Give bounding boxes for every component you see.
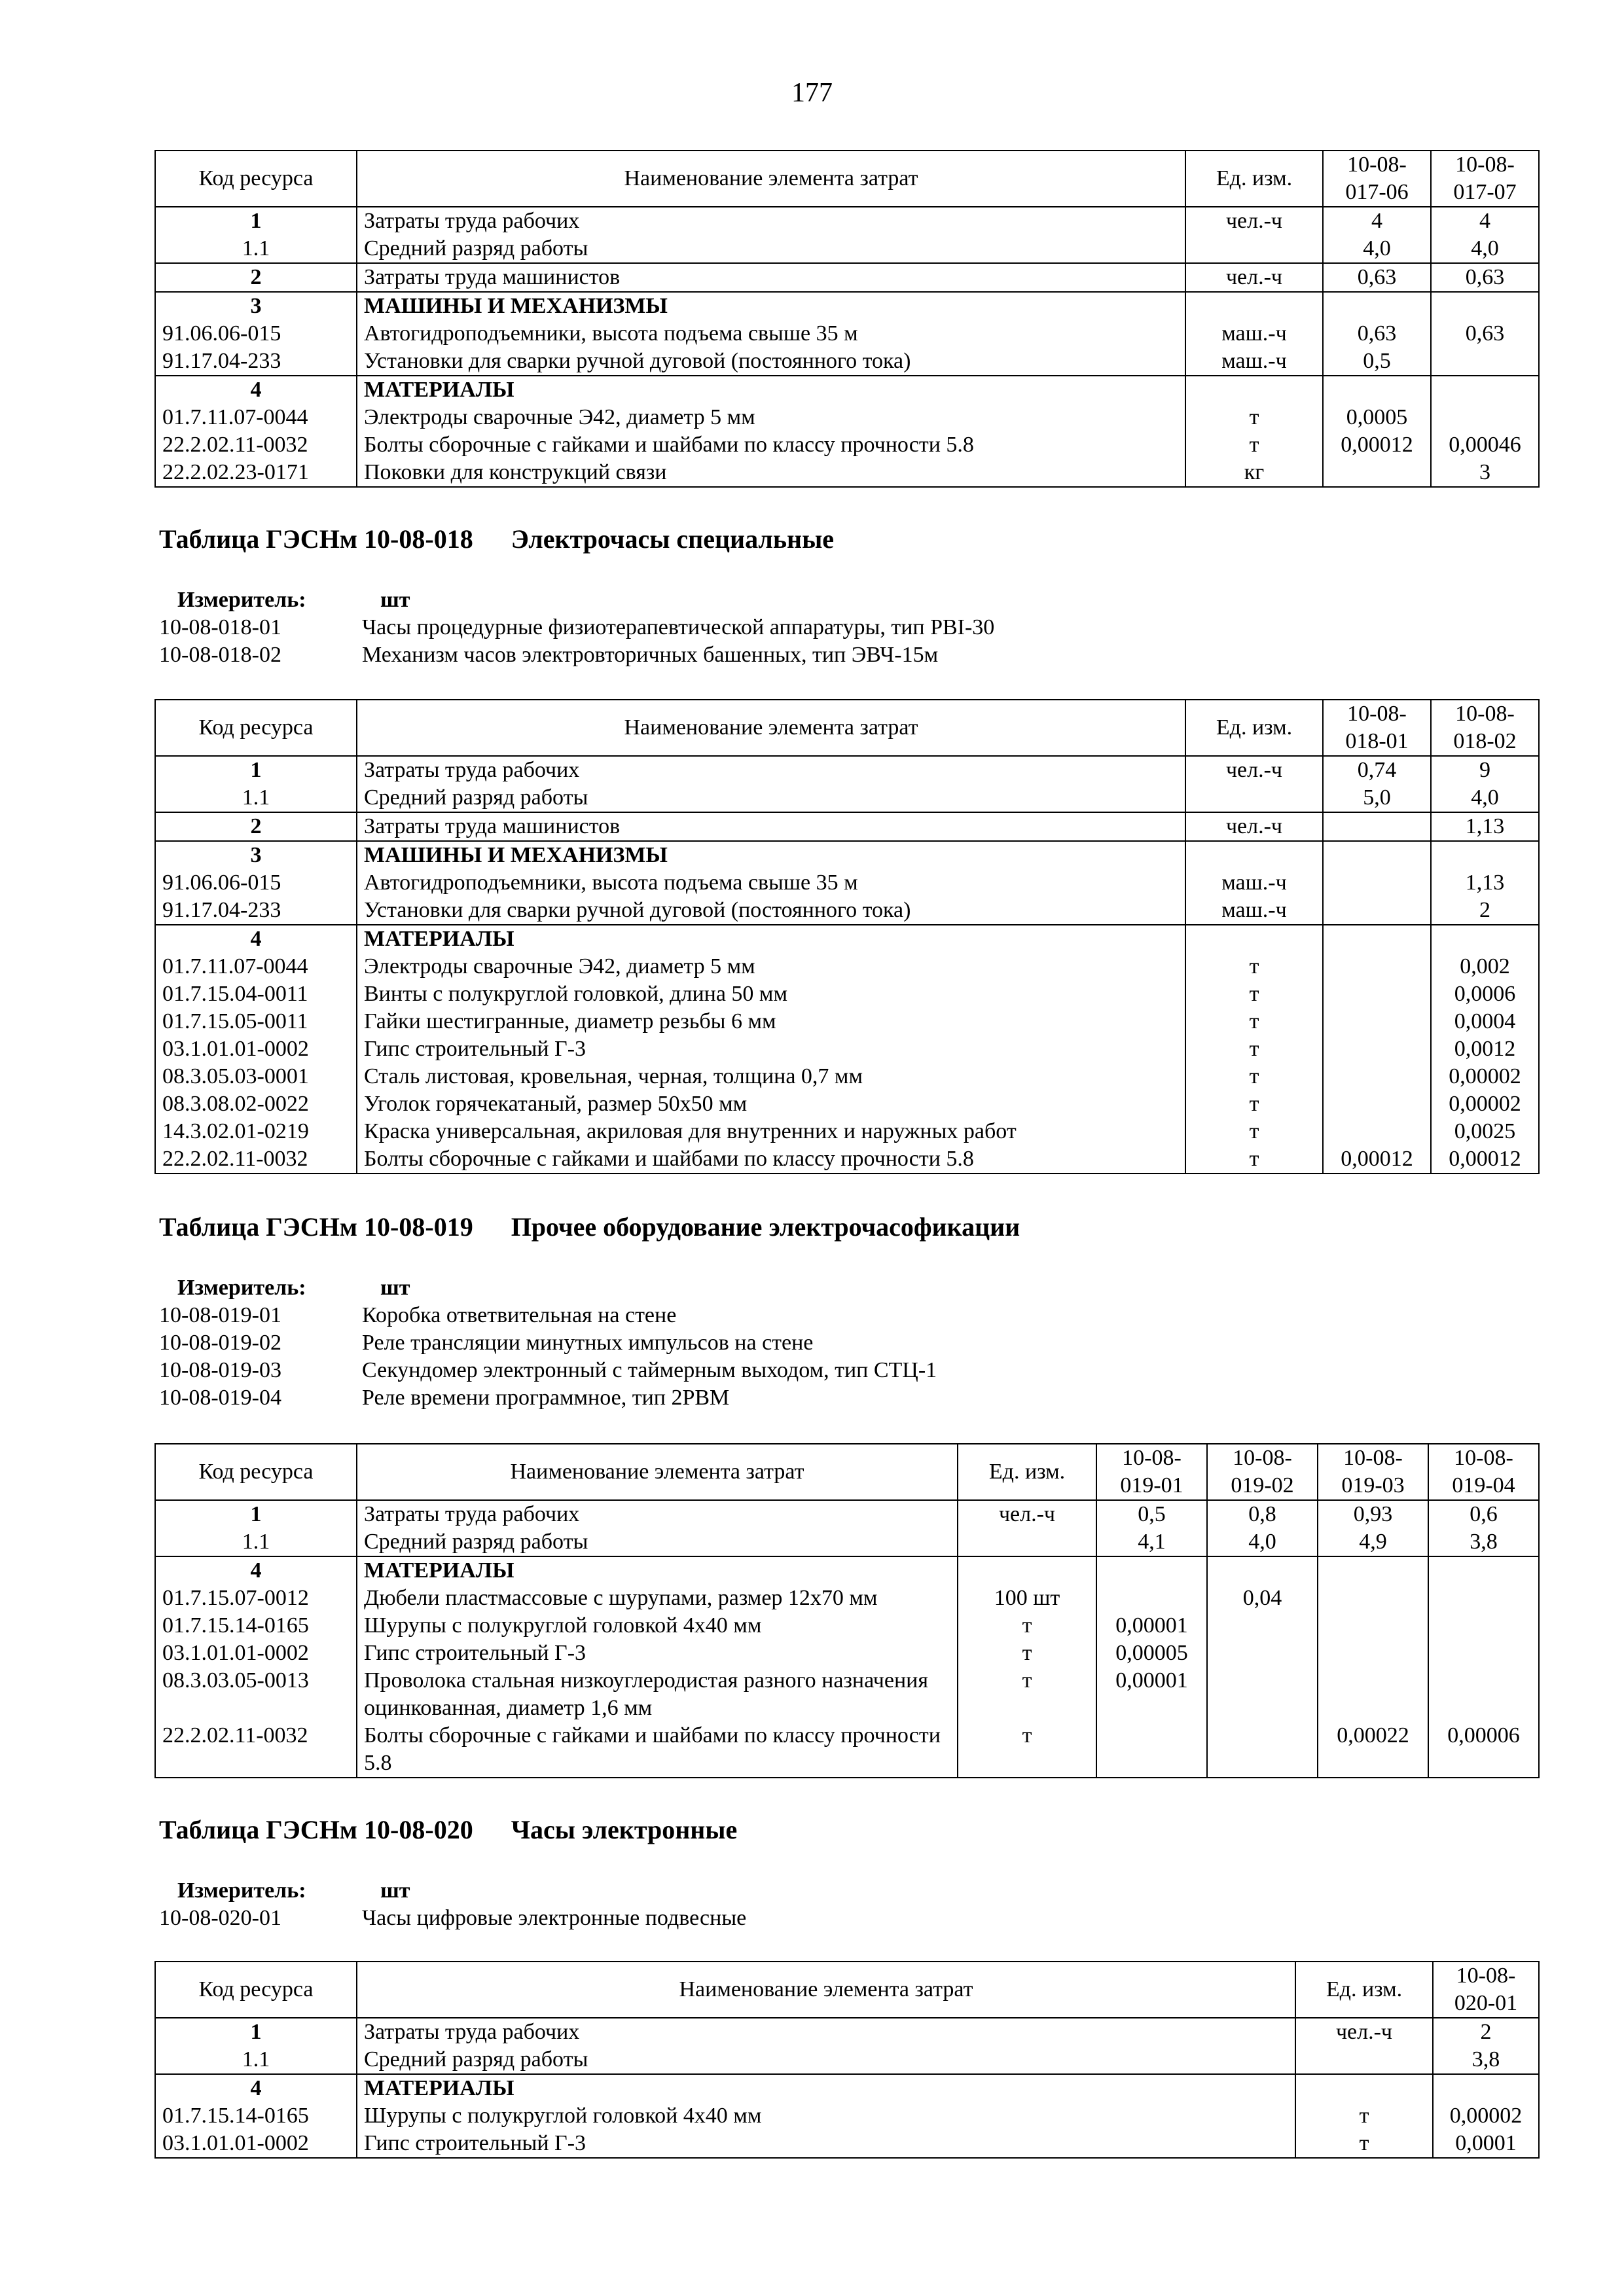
- resource-code: 01.7.15.05-0011: [155, 1008, 357, 1035]
- resource-unit: чел.-ч: [1185, 812, 1323, 841]
- table-row: [155, 2046, 1539, 2074]
- resource-name: Гайки шестигранные, диаметр резьбы 6 мм: [357, 1008, 1185, 1035]
- resource-name: Болты сборочные с гайками и шайбами по классу прочности 5.8: [357, 1145, 1185, 1174]
- resource-code: 08.3.03.05-0013: [155, 1667, 357, 1722]
- resource-value: [1323, 292, 1431, 320]
- resource-code: 91.17.04-233: [155, 348, 357, 376]
- measure-unit: шт: [380, 588, 410, 612]
- resource-value: 4,0: [1207, 1528, 1318, 1556]
- resource-name: Затраты труда рабочих: [357, 756, 1185, 784]
- resource-code: 1.1: [155, 1528, 357, 1556]
- resource-unit: т: [1185, 1063, 1323, 1090]
- resource-value: [1431, 292, 1539, 320]
- resource-value: [1323, 1118, 1431, 1145]
- resource-code: 91.06.06-015: [155, 320, 357, 348]
- resource-name: Затраты труда рабочих: [357, 1500, 958, 1528]
- table-row: [155, 320, 1539, 348]
- header-col-4: 10-08- 019-04: [1428, 1444, 1539, 1500]
- resource-unit: чел.-ч: [1295, 2018, 1433, 2046]
- resource-unit: маш.-ч: [1185, 320, 1323, 348]
- resource-value: 0,00046: [1431, 431, 1539, 459]
- resource-value: 0,00022: [1318, 1722, 1428, 1778]
- resource-name: Средний разряд работы: [357, 235, 1185, 263]
- resource-code: 01.7.15.14-0165: [155, 1612, 357, 1640]
- resource-unit: [1295, 2046, 1433, 2074]
- resource-unit: [1185, 292, 1323, 320]
- resource-value: 1,13: [1431, 869, 1539, 897]
- resource-code: 22.2.02.23-0171: [155, 459, 357, 487]
- resource-value: 1,13: [1431, 812, 1539, 841]
- resource-unit: [1295, 2074, 1433, 2102]
- resource-value: 0,002: [1431, 953, 1539, 980]
- header-unit: Ед. изм.: [958, 1444, 1096, 1500]
- header-unit: Ед. изм.: [1295, 1962, 1433, 2018]
- resource-code: 01.7.11.07-0044: [155, 953, 357, 980]
- resource-value: [1323, 812, 1431, 841]
- resource-unit: т: [1185, 953, 1323, 980]
- resource-name: Затраты труда рабочих: [357, 207, 1185, 235]
- resource-name: Затраты труда машинистов: [357, 263, 1185, 292]
- table-row: [155, 953, 1539, 980]
- resource-value: 0,5: [1096, 1500, 1207, 1528]
- resource-value: 4,0: [1431, 784, 1539, 812]
- resource-unit: т: [1295, 2102, 1433, 2130]
- table-row: [155, 235, 1539, 263]
- resource-value: [1431, 376, 1539, 404]
- resource-code: 1: [155, 207, 357, 235]
- header-unit: Ед. изм.: [1185, 700, 1323, 756]
- resource-value: 0,0004: [1431, 1008, 1539, 1035]
- resource-value: 0,0025: [1431, 1118, 1539, 1145]
- resource-unit: чел.-ч: [1185, 207, 1323, 235]
- resource-name: Болты сборочные с гайками и шайбами по классу прочности 5.8: [357, 431, 1185, 459]
- measure-block-020: Измеритель: шт 10-08-020-01 Часы цифровые электронные подвесные: [159, 1878, 747, 1930]
- header-name: Наименование элемента затрат: [357, 1962, 1295, 2018]
- resource-code: 4: [155, 2074, 357, 2102]
- table-row: [155, 292, 1539, 320]
- resource-value: [1431, 841, 1539, 869]
- resource-name: Гипс строительный Г-3: [357, 1035, 1185, 1063]
- header-name: Наименование элемента затрат: [357, 1444, 958, 1500]
- resource-name: Затраты труда рабочих: [357, 2018, 1295, 2046]
- resource-value: [1428, 1585, 1539, 1612]
- table-row: [155, 841, 1539, 869]
- resource-value: [1323, 1035, 1431, 1063]
- measure-block-018: Измеритель: шт 10-08-018-01 Часы процедурные физиотерапевтической аппаратуры, тип PBI-30 10-08-018-02 Механизм часов электровторичных башенных, тип ЭВЧ-15м: [159, 588, 995, 667]
- resource-code: 3: [155, 841, 357, 869]
- measure-label: Измеритель:: [177, 588, 306, 612]
- resource-code: 03.1.01.01-0002: [155, 1640, 357, 1667]
- resource-table-017: [154, 150, 1540, 488]
- table-row: [155, 459, 1539, 487]
- table-row: [155, 207, 1539, 235]
- resource-value: 2: [1431, 897, 1539, 925]
- resource-unit: т: [1185, 1145, 1323, 1174]
- resource-value: [1207, 1640, 1318, 1667]
- resource-value: 4: [1431, 207, 1539, 235]
- resource-unit: маш.-ч: [1185, 348, 1323, 376]
- table-row: [155, 812, 1539, 841]
- table-row: [155, 1585, 1539, 1612]
- header-col-2: 10-08- 017-07: [1431, 151, 1539, 207]
- resource-value: 4,1: [1096, 1528, 1207, 1556]
- table-row: [155, 1528, 1539, 1556]
- page-number: 177: [791, 78, 833, 108]
- resource-name: Шурупы с полукруглой головкой 4х40 мм: [357, 1612, 958, 1640]
- resource-unit: маш.-ч: [1185, 869, 1323, 897]
- resource-name: МАШИНЫ И МЕХАНИЗМЫ: [357, 841, 1185, 869]
- resource-value: [1431, 348, 1539, 376]
- resource-unit: чел.-ч: [958, 1500, 1096, 1528]
- resource-value: 0,93: [1318, 1500, 1428, 1528]
- resource-code: 4: [155, 1556, 357, 1585]
- resource-name: Сталь листовая, кровельная, черная, толщина 0,7 мм: [357, 1063, 1185, 1090]
- resource-value: 0,8: [1207, 1500, 1318, 1528]
- resource-value: 4,9: [1318, 1528, 1428, 1556]
- header-code: Код ресурса: [155, 1444, 357, 1500]
- resource-code: 2: [155, 812, 357, 841]
- resource-unit: маш.-ч: [1185, 897, 1323, 925]
- table-title-020: Таблица ГЭСНм 10-08-020 Часы электронные: [159, 1815, 738, 1844]
- header-name: Наименование элемента затрат: [357, 151, 1185, 207]
- resource-value: [1323, 841, 1431, 869]
- resource-unit: 100 шт: [958, 1585, 1096, 1612]
- resource-name: Краска универсальная, акриловая для внутренних и наружных работ: [357, 1118, 1185, 1145]
- resource-name: Поковки для конструкций связи: [357, 459, 1185, 487]
- resource-unit: т: [1185, 1008, 1323, 1035]
- resource-code: 1.1: [155, 235, 357, 263]
- resource-name: Уголок горячекатаный, размер 50х50 мм: [357, 1090, 1185, 1118]
- resource-value: [1318, 1612, 1428, 1640]
- resource-value: 0,0005: [1323, 404, 1431, 431]
- resource-name: Установки для сварки ручной дуговой (постоянного тока): [357, 897, 1185, 925]
- header-name: Наименование элемента затрат: [357, 700, 1185, 756]
- resource-unit: т: [1185, 1035, 1323, 1063]
- resource-unit: т: [958, 1612, 1096, 1640]
- resource-value: 4,0: [1323, 235, 1431, 263]
- resource-unit: т: [1295, 2130, 1433, 2158]
- resource-value: 3: [1431, 459, 1539, 487]
- resource-name: МАТЕРИАЛЫ: [357, 925, 1185, 953]
- resource-value: [1096, 1722, 1207, 1778]
- resource-name: Средний разряд работы: [357, 1528, 958, 1556]
- resource-value: [1428, 1612, 1539, 1640]
- table-row: [155, 1612, 1539, 1640]
- table-row: [155, 1008, 1539, 1035]
- resource-value: 0,00012: [1431, 1145, 1539, 1174]
- resource-unit: т: [958, 1722, 1096, 1778]
- resource-value: 0,00005: [1096, 1640, 1207, 1667]
- resource-name: Средний разряд работы: [357, 784, 1185, 812]
- resource-value: 0,63: [1323, 263, 1431, 292]
- resource-name: МАТЕРИАЛЫ: [357, 376, 1185, 404]
- resource-code: 1: [155, 756, 357, 784]
- table-row: [155, 1145, 1539, 1174]
- table-row: [155, 2018, 1539, 2046]
- resource-code: 01.7.15.04-0011: [155, 980, 357, 1008]
- table-row: [155, 756, 1539, 784]
- table-row: [155, 348, 1539, 376]
- resource-table-020: [154, 1961, 1540, 2159]
- resource-unit: [958, 1528, 1096, 1556]
- resource-value: 0,74: [1323, 756, 1431, 784]
- resource-value: 2: [1433, 2018, 1539, 2046]
- resource-value: 0,0012: [1431, 1035, 1539, 1063]
- resource-value: 0,5: [1323, 348, 1431, 376]
- resource-code: 08.3.08.02-0022: [155, 1090, 357, 1118]
- resource-value: 0,04: [1207, 1585, 1318, 1612]
- table-row: [155, 980, 1539, 1008]
- resource-code: 22.2.02.11-0032: [155, 431, 357, 459]
- resource-value: 0,00001: [1096, 1667, 1207, 1722]
- resource-value: 3,8: [1428, 1528, 1539, 1556]
- resource-code: 1.1: [155, 784, 357, 812]
- resource-unit: [1185, 841, 1323, 869]
- resource-value: [1323, 980, 1431, 1008]
- table-row: [155, 1090, 1539, 1118]
- resource-value: [1428, 1556, 1539, 1585]
- resource-value: [1431, 404, 1539, 431]
- resource-name: Автогидроподъемники, высота подъема свыше 35 м: [357, 869, 1185, 897]
- resource-name: МАШИНЫ И МЕХАНИЗМЫ: [357, 292, 1185, 320]
- resource-value: [1096, 1556, 1207, 1585]
- resource-code: 1.1: [155, 2046, 357, 2074]
- resource-code: 2: [155, 263, 357, 292]
- resource-unit: [958, 1556, 1096, 1585]
- resource-code: 1: [155, 2018, 357, 2046]
- resource-name: Гипс строительный Г-3: [357, 1640, 958, 1667]
- resource-unit: т: [958, 1640, 1096, 1667]
- header-col-1: 10-08- 017-06: [1323, 151, 1431, 207]
- resource-value: [1323, 376, 1431, 404]
- resource-value: [1431, 925, 1539, 953]
- resource-value: [1428, 1640, 1539, 1667]
- table-row: [155, 1667, 1539, 1722]
- resource-value: [1323, 459, 1431, 487]
- resource-code: 01.7.11.07-0044: [155, 404, 357, 431]
- resource-value: 0,6: [1428, 1500, 1539, 1528]
- resource-value: 5,0: [1323, 784, 1431, 812]
- resource-code: 22.2.02.11-0032: [155, 1145, 357, 1174]
- resource-code: 3: [155, 292, 357, 320]
- resource-unit: т: [958, 1667, 1096, 1722]
- resource-value: [1323, 1090, 1431, 1118]
- table-row: [155, 431, 1539, 459]
- table-title-019: Таблица ГЭСНм 10-08-019 Прочее оборудование электрочасофикации: [159, 1212, 1020, 1242]
- resource-value: [1207, 1556, 1318, 1585]
- resource-unit: т: [1185, 404, 1323, 431]
- resource-code: 01.7.15.07-0012: [155, 1585, 357, 1612]
- resource-value: [1323, 1063, 1431, 1090]
- header-col-2: 10-08- 018-02: [1431, 700, 1539, 756]
- header-code: Код ресурса: [155, 151, 357, 207]
- resource-value: [1323, 897, 1431, 925]
- resource-value: 0,00002: [1433, 2102, 1539, 2130]
- resource-code: 4: [155, 925, 357, 953]
- resource-unit: [1185, 235, 1323, 263]
- header-col-1: 10-08- 019-01: [1096, 1444, 1207, 1500]
- resource-value: 0,0001: [1433, 2130, 1539, 2158]
- resource-value: [1318, 1640, 1428, 1667]
- resource-value: 0,00002: [1431, 1063, 1539, 1090]
- table-row: [155, 1500, 1539, 1528]
- resource-code: 01.7.15.14-0165: [155, 2102, 357, 2130]
- resource-value: [1323, 953, 1431, 980]
- resource-unit: т: [1185, 431, 1323, 459]
- table-row: [155, 1640, 1539, 1667]
- resource-value: [1323, 925, 1431, 953]
- table-row: [155, 2102, 1539, 2130]
- table-row: [155, 1035, 1539, 1063]
- resource-value: [1323, 869, 1431, 897]
- table-row: [155, 2130, 1539, 2158]
- resource-value: [1323, 1008, 1431, 1035]
- resource-code: 03.1.01.01-0002: [155, 2130, 357, 2158]
- resource-value: [1433, 2074, 1539, 2102]
- resource-unit: чел.-ч: [1185, 756, 1323, 784]
- resource-unit: т: [1185, 980, 1323, 1008]
- resource-value: 0,00012: [1323, 1145, 1431, 1174]
- resource-value: 0,00001: [1096, 1612, 1207, 1640]
- table-row: [155, 869, 1539, 897]
- resource-code: 08.3.05.03-0001: [155, 1063, 357, 1090]
- resource-table-018: [154, 699, 1540, 1174]
- header-code: Код ресурса: [155, 700, 357, 756]
- header-col-2: 10-08- 019-02: [1207, 1444, 1318, 1500]
- resource-name: Проволока стальная низкоуглеродистая разного назначения оцинкованная, диаметр 1,6 мм: [357, 1667, 958, 1722]
- resource-name: Болты сборочные с гайками и шайбами по классу прочности 5.8: [357, 1722, 958, 1778]
- resource-name: Шурупы с полукруглой головкой 4х40 мм: [357, 2102, 1295, 2130]
- resource-unit: т: [1185, 1090, 1323, 1118]
- table-row: [155, 1063, 1539, 1090]
- resource-value: 0,63: [1431, 320, 1539, 348]
- resource-name: Электроды сварочные Э42, диаметр 5 мм: [357, 953, 1185, 980]
- resource-value: [1428, 1667, 1539, 1722]
- table-row: [155, 1556, 1539, 1585]
- resource-name: МАТЕРИАЛЫ: [357, 1556, 958, 1585]
- header-col-1: 10-08- 018-01: [1323, 700, 1431, 756]
- resource-name: МАТЕРИАЛЫ: [357, 2074, 1295, 2102]
- resource-value: [1207, 1722, 1318, 1778]
- resource-value: 0,63: [1323, 320, 1431, 348]
- table-row: [155, 376, 1539, 404]
- resource-value: 0,63: [1431, 263, 1539, 292]
- resource-table-019: [154, 1443, 1540, 1778]
- resource-unit: [1185, 925, 1323, 953]
- resource-value: 0,00006: [1428, 1722, 1539, 1778]
- resource-code: 4: [155, 376, 357, 404]
- resource-value: [1096, 1585, 1207, 1612]
- table-row: [155, 925, 1539, 953]
- table-row: [155, 404, 1539, 431]
- resource-unit: [1185, 784, 1323, 812]
- resource-name: Электроды сварочные Э42, диаметр 5 мм: [357, 404, 1185, 431]
- resource-value: 4,0: [1431, 235, 1539, 263]
- resource-value: 0,00012: [1323, 431, 1431, 459]
- header-col-3: 10-08- 019-03: [1318, 1444, 1428, 1500]
- resource-value: [1207, 1667, 1318, 1722]
- resource-value: 4: [1323, 207, 1431, 235]
- resource-value: [1318, 1556, 1428, 1585]
- table-row: [155, 1118, 1539, 1145]
- resource-name: Установки для сварки ручной дуговой (постоянного тока): [357, 348, 1185, 376]
- resource-name: Средний разряд работы: [357, 2046, 1295, 2074]
- table-row: [155, 1722, 1539, 1778]
- resource-value: 0,0006: [1431, 980, 1539, 1008]
- header-code: Код ресурса: [155, 1962, 357, 2018]
- resource-value: 0,00002: [1431, 1090, 1539, 1118]
- resource-code: 91.06.06-015: [155, 869, 357, 897]
- header-col-1: 10-08- 020-01: [1433, 1962, 1539, 2018]
- resource-value: [1318, 1585, 1428, 1612]
- measure-block-019: Измеритель: шт 10-08-019-01 Коробка ответвительная на стене 10-08-019-02 Реле трансляции минутных импульсов на стене 10-08-019-03 Секундомер электронный с таймерным выходом, тип СТЦ-1 10-08-019-04 Реле времени программное, тип 2РВМ: [159, 1276, 937, 1410]
- resource-value: [1318, 1667, 1428, 1722]
- resource-name: Дюбели пластмассовые с шурупами, размер 12х70 мм: [357, 1585, 958, 1612]
- resource-code: 22.2.02.11-0032: [155, 1722, 357, 1778]
- table-title-018: Таблица ГЭСНм 10-08-018 Электрочасы специальные: [159, 524, 835, 554]
- resource-unit: чел.-ч: [1185, 263, 1323, 292]
- resource-unit: кг: [1185, 459, 1323, 487]
- table-row: [155, 784, 1539, 812]
- table-row: [155, 263, 1539, 292]
- resource-name: Винты с полукруглой головкой, длина 50 мм: [357, 980, 1185, 1008]
- resource-unit: [1185, 376, 1323, 404]
- table-row: [155, 897, 1539, 925]
- resource-code: 91.17.04-233: [155, 897, 357, 925]
- table-row: [155, 2074, 1539, 2102]
- resource-name: Гипс строительный Г-3: [357, 2130, 1295, 2158]
- resource-code: 1: [155, 1500, 357, 1528]
- resource-unit: т: [1185, 1118, 1323, 1145]
- resource-name: Затраты труда машинистов: [357, 812, 1185, 841]
- resource-value: 9: [1431, 756, 1539, 784]
- resource-code: 14.3.02.01-0219: [155, 1118, 357, 1145]
- resource-code: 03.1.01.01-0002: [155, 1035, 357, 1063]
- resource-value: [1207, 1612, 1318, 1640]
- resource-value: 3,8: [1433, 2046, 1539, 2074]
- header-unit: Ед. изм.: [1185, 151, 1323, 207]
- resource-name: Автогидроподъемники, высота подъема свыше 35 м: [357, 320, 1185, 348]
